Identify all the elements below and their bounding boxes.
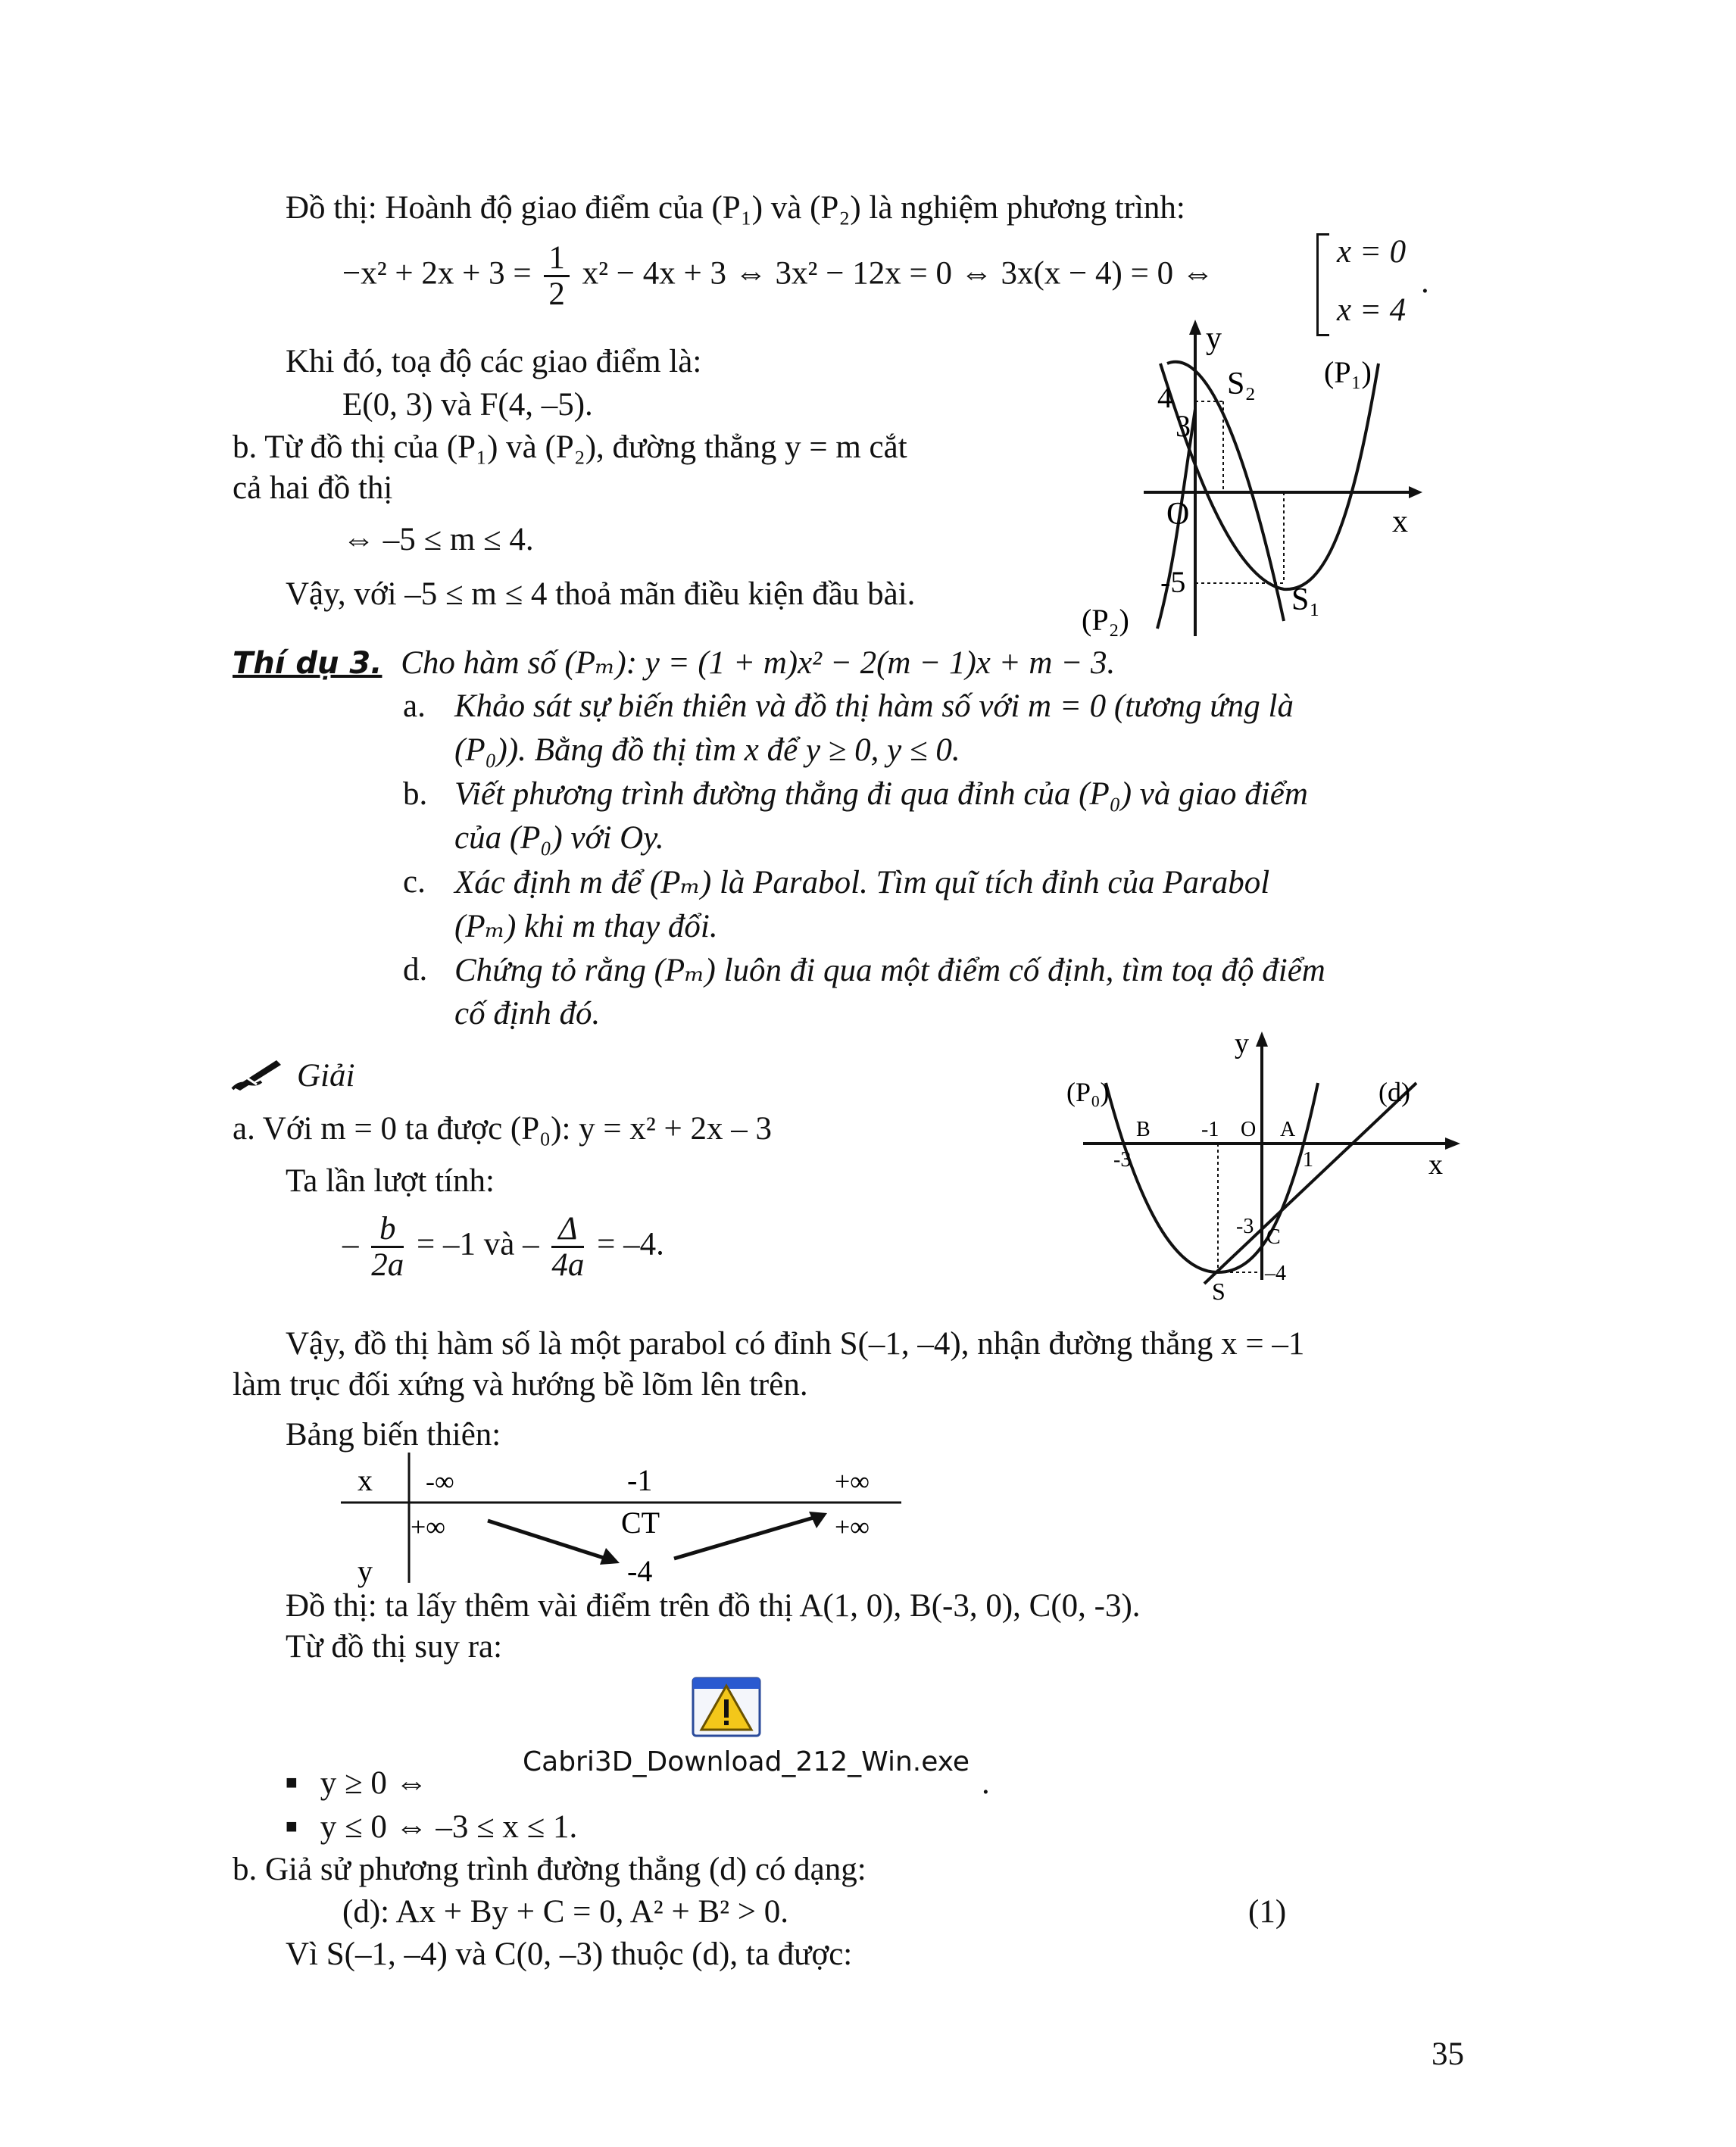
label-s2: S₂: [1227, 367, 1257, 401]
sol-b2-line3: Vì S(–1, –4) và C(0, –3) thuộc (d), ta được:: [286, 1936, 853, 1972]
label-s: S: [1212, 1278, 1226, 1305]
system-x4: x = 4: [1337, 292, 1407, 328]
label-c: C: [1266, 1225, 1281, 1249]
label-x: x: [1392, 504, 1408, 539]
sol-tinh: Ta lần lượt tính:: [286, 1163, 495, 1199]
pen-writing-icon: [231, 1054, 284, 1092]
ex3-d-line2: cố định đó.: [454, 996, 601, 1031]
y-arrow: [1189, 320, 1201, 335]
variation-table: [341, 1453, 909, 1589]
bullet1-end: .: [982, 1765, 990, 1801]
sol-vay-line2: làm trục đối xứng và hướng bề lõm lên trên.: [233, 1367, 808, 1403]
x-arrow-2: [1445, 1137, 1460, 1150]
arrow-up: [674, 1518, 813, 1559]
bullet-y-ge-0: ■ y ≥ 0 ⇔: [286, 1765, 428, 1801]
ex3-d-label: d.: [403, 952, 428, 988]
label-d: (d): [1378, 1077, 1410, 1107]
text-b-line1: b. Từ đồ thị của (P₁) và (P₂), đường thẳng y = m cắt: [233, 429, 907, 465]
y-arrow-2: [1256, 1031, 1268, 1047]
arrow-down: [488, 1521, 606, 1559]
ex3-a-line1: Khảo sát sự biến thiên và đồ thị hàm số với m = 0 (tương ứng là: [454, 688, 1294, 724]
equation-intersection: [342, 241, 1214, 311]
fraction-delta-4a: $\frac{\Delta}{4a}$: [551, 1211, 585, 1284]
x-arrow: [1409, 486, 1422, 498]
text-points: E(0, 3) và F(4, –5).: [342, 387, 593, 423]
exe-file-name[interactable]: Cabri3D_Download_212_Win.exe: [523, 1746, 970, 1777]
label-m3y: -3: [1236, 1215, 1254, 1238]
table-x: x: [358, 1463, 373, 1497]
bullet-y-le-0: ■ y ≤ 0 ⇔ –3 ≤ x ≤ 1.: [286, 1809, 578, 1845]
label-m4: –4: [1265, 1262, 1286, 1285]
table-x-left: -∞: [426, 1466, 454, 1496]
fraction-half: $\frac{1}{2}$: [544, 241, 570, 311]
sol-b2-line1: b. Giả sử phương trình đường thẳng (d) có dạng:: [233, 1852, 866, 1887]
sol-a-line: a. Với m = 0 ta được (P₀): y = x² + 2x – 3: [233, 1111, 773, 1147]
warning-window-icon: [691, 1674, 762, 1739]
label-s1: S₁: [1291, 582, 1321, 617]
system-end: .: [1421, 264, 1429, 300]
label-y: y: [1206, 321, 1222, 356]
table-y-ct: CT: [621, 1506, 660, 1540]
tick-m5: -5: [1160, 565, 1186, 599]
table-x-mid: -1: [627, 1463, 653, 1497]
label-x-2: x: [1428, 1149, 1443, 1181]
ex3-c-line1: Xác định m để (Pₘ) là Parabol. Tìm quĩ tích đỉnh của Parabol: [454, 865, 1270, 900]
label-o: O: [1241, 1118, 1257, 1141]
label-one: 1: [1303, 1148, 1313, 1172]
solution-heading: Giải: [297, 1058, 355, 1094]
ex3-c-line2: (Pₘ) khi m thay đổi.: [454, 909, 718, 944]
ex3-a-label: a.: [403, 688, 426, 724]
ex3-a-line2: (P₀)). Bằng đồ thị tìm x để y ≥ 0, y ≤ 0.: [454, 732, 960, 768]
graph-p1-p2: [1076, 318, 1439, 644]
example3-intro: Cho hàm số (Pₘ): y = (1 + m)x² − 2(m − 1)x + m − 3.: [401, 645, 1116, 681]
table-y-right: +∞: [835, 1512, 870, 1542]
table-y-left: +∞: [411, 1512, 445, 1542]
sol-vay-line1: Vậy, đồ thị hàm số là một parabol có đỉnh S(–1, –4), nhận đường thẳng x = –1: [286, 1326, 1305, 1362]
exe-file-icon[interactable]: [691, 1674, 762, 1739]
fraction-b-2a: $\frac{b}{2a}$: [371, 1211, 404, 1284]
label-origin: O: [1166, 497, 1190, 532]
sol-bang: Bảng biến thiên:: [286, 1417, 501, 1453]
label-b: B: [1136, 1118, 1151, 1141]
sol-b2-eqnum: (1): [1248, 1894, 1287, 1930]
ex3-b-label: b.: [403, 776, 428, 812]
label-p1: (P₁): [1324, 355, 1372, 389]
page-number: 35: [1432, 2036, 1464, 2072]
table-y: y: [358, 1554, 373, 1588]
table-x-right: +∞: [835, 1466, 870, 1496]
ex3-b-line2: của (P₀) với Oy.: [454, 820, 664, 856]
example3-heading: [233, 644, 1115, 682]
label-m3x: -3: [1113, 1148, 1132, 1172]
text-b-line3: ⇔ –5 ≤ m ≤ 4.: [342, 522, 534, 557]
ex3-d-line1: Chứng tỏ rằng (Pₘ) luôn đi qua một điểm cố định, tìm toạ độ điểm: [454, 953, 1325, 988]
tick-3: 3: [1176, 409, 1191, 443]
ex3-c-label: c.: [403, 864, 426, 900]
system-x0: x = 0: [1337, 234, 1407, 270]
ex3-b-line1: Viết phương trình đường thẳng đi qua đỉnh của (P₀) và giao điểm: [454, 776, 1308, 812]
label-p2: (P₂): [1082, 603, 1129, 637]
eq-left: −x² + 2x + 3 =: [342, 255, 532, 292]
sol-tu-do-thi: Từ đồ thị suy ra:: [286, 1629, 503, 1665]
example3-title: Thí dụ 3.: [233, 646, 382, 681]
text-do-thi: Đồ thị: Hoành độ giao điểm của (P₁) và (P₂) là nghiệm phương trình:: [286, 190, 1185, 226]
text-khi-do: Khi đó, toạ độ các giao điểm là:: [286, 344, 702, 379]
label-a: A: [1280, 1118, 1296, 1141]
sol-do-thi: Đồ thị: ta lấy thêm vài điểm trên đồ thị A(1, 0), B(-3, 0), C(0, -3).: [286, 1588, 1141, 1624]
label-m1: -1: [1201, 1118, 1219, 1141]
text-conclusion: Vậy, với –5 ≤ m ≤ 4 thoả mãn điều kiện đầu bài.: [286, 576, 916, 612]
graph-p0-d: [1060, 1022, 1469, 1310]
tick-4: 4: [1157, 380, 1172, 414]
sol-b2-line2: (d): Ax + By + C = 0, A² + B² > 0.: [342, 1894, 789, 1930]
table-y-min: -4: [627, 1554, 653, 1588]
sol-vertex-calc: – $\frac{b}{2a}$ = –1 và – $\frac{\Delta}{4a}$ = –4.: [342, 1211, 664, 1284]
label-y-2: y: [1235, 1028, 1249, 1059]
curve-p0: [1106, 1083, 1318, 1272]
label-p0: (P₀): [1066, 1077, 1110, 1107]
eq-right: x² − 4x + 3 ⇔ 3x² − 12x = 0 ⇔ 3x(x − 4) = 0 ⇔: [582, 255, 1214, 292]
text-b-line2: cả hai đồ thị: [233, 470, 393, 506]
